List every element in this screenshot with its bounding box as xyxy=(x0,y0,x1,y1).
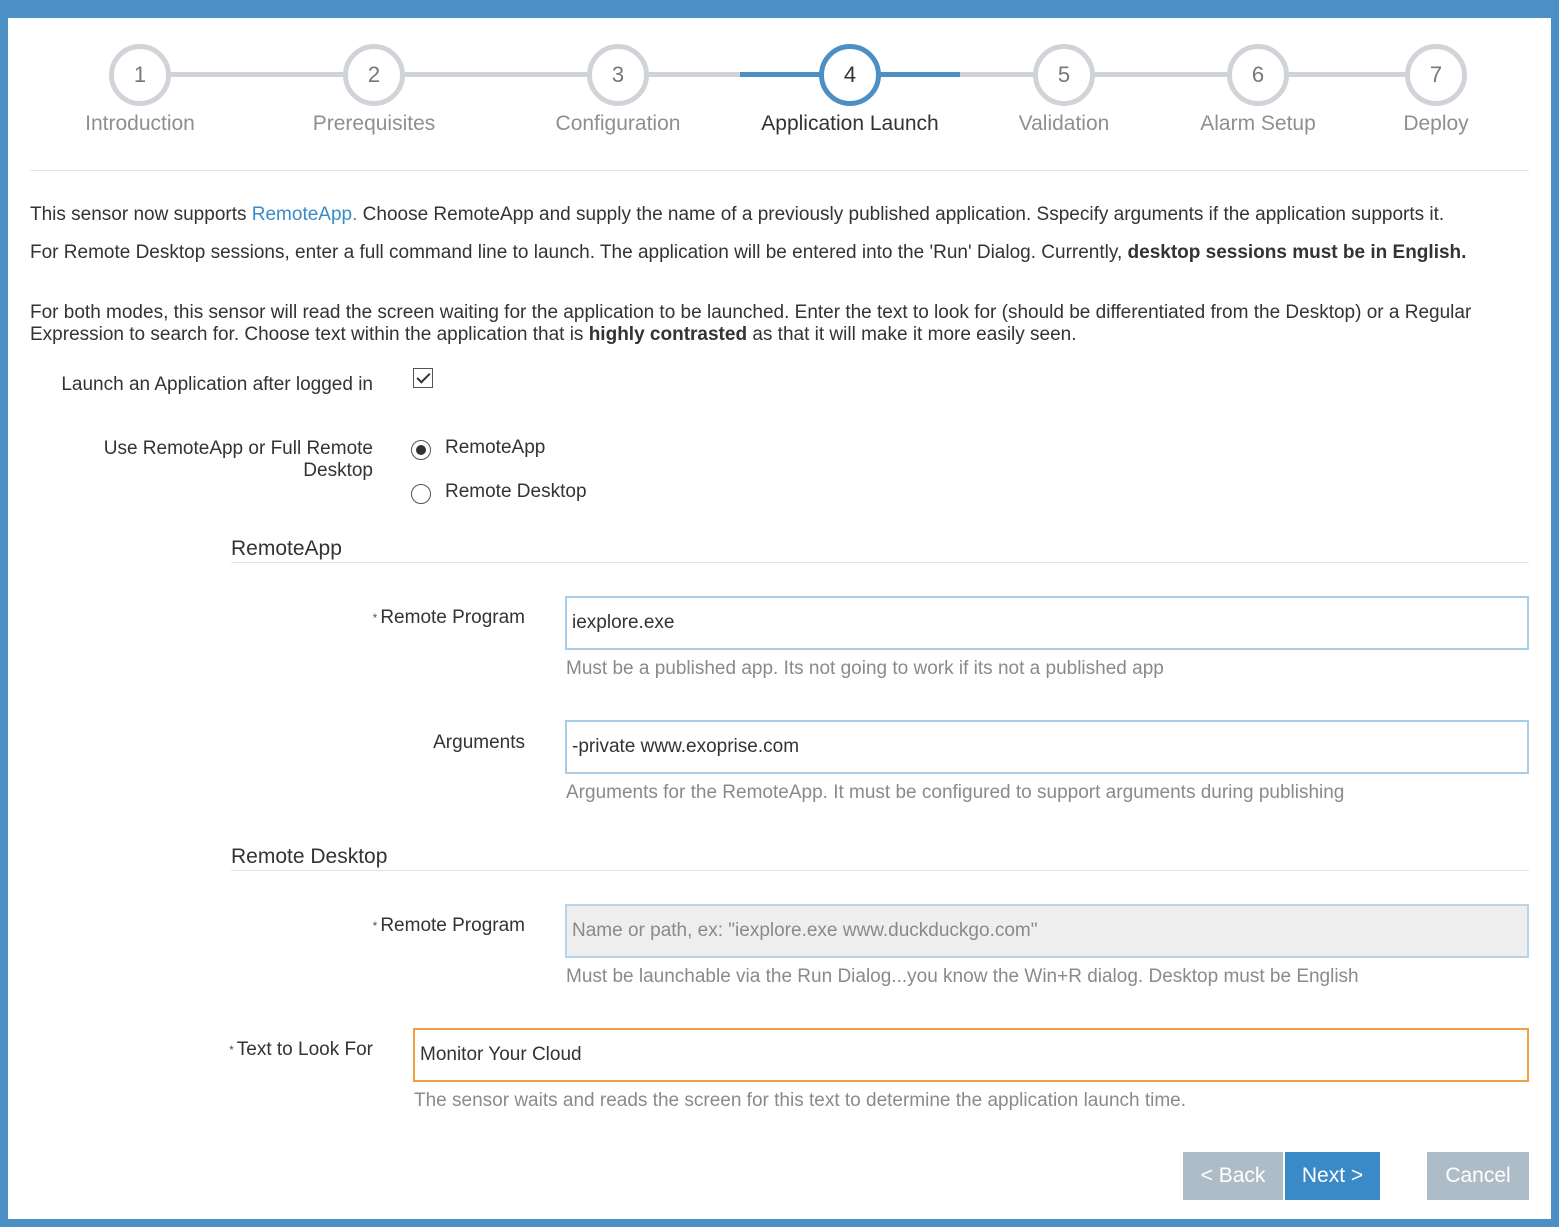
intro-paragraph-both-modes xyxy=(30,302,1530,346)
section-divider xyxy=(231,870,1529,871)
intro-paragraph-remote-desktop xyxy=(30,242,1530,264)
cancel-button[interactable]: Cancel xyxy=(1427,1152,1529,1200)
remote-desktop-radio-label[interactable]: Remote Desktop xyxy=(445,481,587,502)
intro-bold-text: desktop sessions must be in English. xyxy=(1127,242,1467,263)
remoteapp-radio[interactable] xyxy=(411,440,431,460)
intro-text: Choose RemoteApp and supply the name of a previously published application. Sspecify arguments if the application supports it. xyxy=(357,204,1445,225)
remoteapp-arguments-input[interactable] xyxy=(565,720,1529,774)
wizard-step-configuration[interactable] xyxy=(518,44,718,136)
wizard-step-validation[interactable] xyxy=(964,44,1164,136)
label-text: Remote Program xyxy=(380,607,525,628)
wizard-stepper xyxy=(30,44,1530,144)
text-to-look-for-label xyxy=(150,1039,373,1061)
header-divider xyxy=(30,170,1529,171)
step-label: Validation xyxy=(1018,112,1110,135)
label-text: Text to Look For xyxy=(236,1039,373,1060)
remoteapp-program-input[interactable] xyxy=(565,596,1529,650)
intro-text: For both modes, this sensor will read the screen waiting for the application to be launched. Enter the text to look for (should be differentiated from the Desktop) or a Regular Expression to search for. Choose text within the application that is xyxy=(30,302,1472,345)
required-marker: * xyxy=(372,611,378,625)
intro-bold-text: highly contrasted xyxy=(588,324,748,345)
step-number: 2 xyxy=(343,44,405,106)
step-number: 3 xyxy=(587,44,649,106)
wizard-step-alarm-setup[interactable] xyxy=(1158,44,1358,136)
next-button[interactable]: Next > xyxy=(1285,1152,1380,1200)
section-divider xyxy=(231,562,1529,563)
remote-desktop-section-title: Remote Desktop xyxy=(231,845,388,868)
remoteapp-arguments-help: Arguments for the RemoteApp. It must be configured to support arguments during publishing xyxy=(566,782,1345,803)
step-number: 1 xyxy=(109,44,171,106)
step-label: Application Launch xyxy=(761,112,939,135)
remoteapp-arguments-label: Arguments xyxy=(433,732,525,753)
step-label: Deploy xyxy=(1403,112,1469,135)
remoteapp-radio-label[interactable]: RemoteApp xyxy=(445,437,546,458)
remoteapp-section-title: RemoteApp xyxy=(231,537,342,560)
text-to-look-for-input[interactable] xyxy=(413,1028,1529,1082)
remoteapp-link[interactable]: RemoteApp. xyxy=(251,204,358,225)
wizard-step-prerequisites[interactable] xyxy=(274,44,474,136)
intro-paragraph-remoteapp xyxy=(30,204,1530,226)
launch-app-checkbox[interactable] xyxy=(413,368,433,388)
back-button[interactable]: < Back xyxy=(1183,1152,1283,1200)
step-label: Prerequisites xyxy=(312,112,436,135)
step-number: 4 xyxy=(819,44,881,106)
text-to-look-for-help: The sensor waits and reads the screen for this text to determine the application launch time. xyxy=(414,1090,1187,1111)
step-label: Introduction xyxy=(85,112,195,135)
step-number: 7 xyxy=(1405,44,1467,106)
wizard-step-application-launch[interactable] xyxy=(750,44,950,136)
step-number: 6 xyxy=(1227,44,1289,106)
label-text: Remote Program xyxy=(380,915,525,936)
remote-desktop-program-label xyxy=(300,915,525,937)
wizard-step-introduction[interactable] xyxy=(40,44,240,136)
intro-text: For Remote Desktop sessions, enter a full command line to launch. The application will be entered into the 'Run' Dialog. Currently, xyxy=(30,242,1128,263)
launch-app-label: Launch an Application after logged in xyxy=(61,374,373,395)
remoteapp-program-help: Must be a published app. Its not going to work if its not a published app xyxy=(566,658,1164,679)
remote-desktop-program-input[interactable] xyxy=(565,904,1529,958)
required-marker: * xyxy=(372,919,378,933)
remoteapp-program-label xyxy=(300,607,525,629)
required-marker: * xyxy=(229,1043,234,1057)
step-label: Configuration xyxy=(555,112,681,135)
mode-label: Use RemoteApp or Full Remote Desktop xyxy=(103,438,373,481)
step-number: 5 xyxy=(1033,44,1095,106)
intro-text: as that it will make it more easily seen. xyxy=(747,324,1077,345)
remote-desktop-program-help: Must be launchable via the Run Dialog...you know the Win+R dialog. Desktop must be English xyxy=(566,966,1359,987)
intro-text: This sensor now supports xyxy=(30,204,252,225)
wizard-step-deploy[interactable] xyxy=(1336,44,1536,136)
remote-desktop-radio[interactable] xyxy=(411,484,431,504)
step-label: Alarm Setup xyxy=(1200,112,1316,135)
